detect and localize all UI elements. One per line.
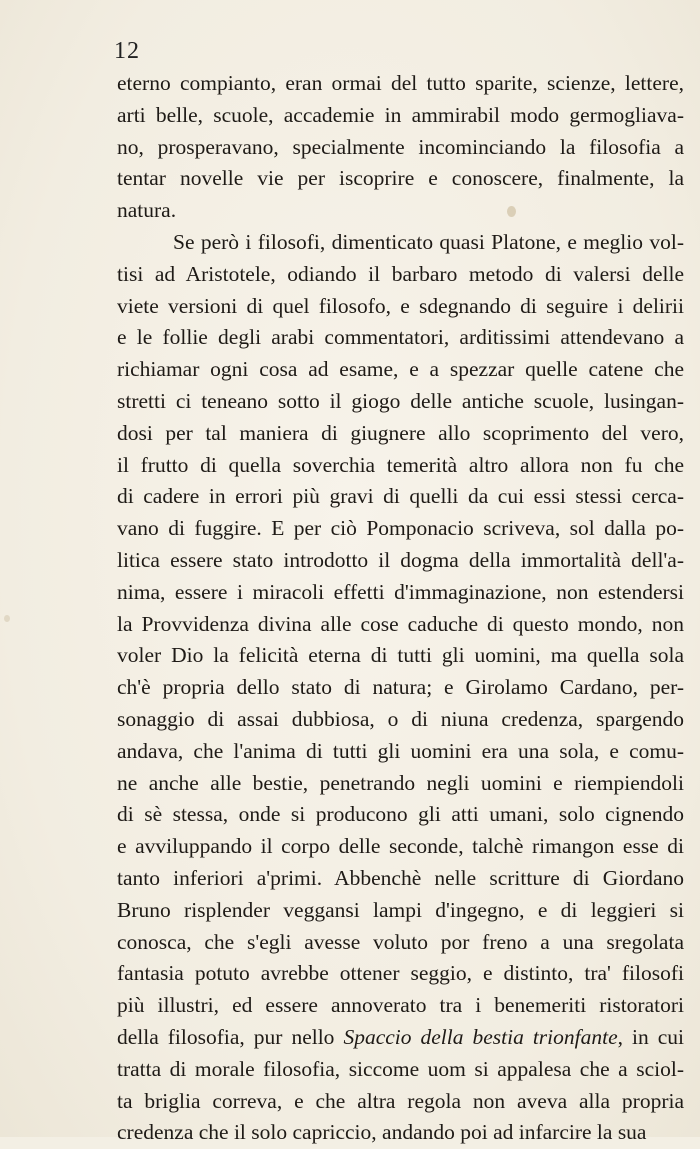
- text-line: viete versioni di quel filosofo, e sdegnando di seguire i delirii: [117, 293, 684, 318]
- text-line: fantasia potuto avrebbe ottener seggio, e distinto, tra' filosofi: [117, 961, 684, 986]
- text-line: andava, che l'anima di tutti gli uomini era una sola, e comu-: [117, 738, 684, 763]
- text-line: più illustri, ed essere annoverato tra i benemeriti ristoratori: [117, 993, 684, 1018]
- text-line: ne anche alle bestie, penetrando negli uomini e riempiendoli: [117, 770, 684, 795]
- text-line: Bruno risplender veggansi lampi d'ingegno, e di leggieri si: [117, 897, 684, 922]
- paper-stain: [4, 615, 10, 622]
- text-line: e avviluppando il corpo delle seconde, talchè rimangon esse di: [117, 834, 684, 859]
- page-number: 12: [114, 38, 140, 64]
- paragraph: [117, 68, 684, 227]
- text-line: ch'è propria dello stato di natura; e Girolamo Cardano, per-: [117, 675, 684, 700]
- text-line: sonaggio di assai dubbiosa, o di niuna credenza, spargendo: [117, 706, 684, 731]
- text-line: eterno compianto, eran ormai del tutto sparite, scienze, lettere,: [117, 71, 684, 95]
- text-line: di cadere in errori più gravi di quelli da cui essi stessi cerca-: [117, 484, 684, 509]
- text-line: tanto inferiori a'primi. Abbenchè nelle scritture di Giordano: [117, 865, 684, 890]
- text-line: nima, essere i miracoli effetti d'immaginazione, non estendersi: [117, 579, 684, 604]
- text-line: tratta di morale filosofia, siccome uom si appalesa che a sciol-: [117, 1056, 684, 1081]
- text-line: tentar novelle vie per iscoprire e conoscere, finalmente, la: [117, 166, 684, 191]
- text-line: richiamar ogni cosa ad esame, e a spezzar quelle catene che: [117, 357, 684, 382]
- text-line: credenza che il solo capriccio, andando poi ad infarcire la sua: [117, 1120, 647, 1145]
- text-line: vano di fuggire. E per ciò Pomponacio scriveva, sol dalla po-: [117, 516, 684, 541]
- body-text: [117, 68, 684, 1149]
- text-line: tisi ad Aristotele, odiando il barbaro metodo di valersi delle: [117, 261, 684, 286]
- text-line: no, prosperavano, specialmente incominciando la filosofia a: [117, 134, 684, 159]
- text-line: conosca, che s'egli avesse voluto por freno a una sregolata: [117, 929, 684, 954]
- text-line: dosi per tal maniera di giugnere allo scoprimento del vero,: [117, 420, 684, 445]
- paper-stain: [507, 206, 516, 217]
- text-line: e le follie degli arabi commentatori, arditissimi attendevano a: [117, 325, 684, 350]
- text-line: natura.: [117, 198, 177, 223]
- text-line: Se però i filosofi, dimenticato quasi Platone, e meglio vol-: [173, 229, 684, 254]
- text-line: la Provvidenza divina alle cose caduche di questo mondo, non: [117, 611, 684, 636]
- book-title-italic: Spaccio della bestia trionfante: [343, 1024, 618, 1049]
- text-line: stretti ci teneano sotto il giogo delle antiche scuole, lusingan-: [117, 388, 684, 413]
- text-line: voler Dio la felicità eterna di tutti gli uomini, ma quella sola: [117, 643, 684, 668]
- text-line: arti belle, scuole, accademie in ammirabil modo germogliava-: [117, 102, 684, 127]
- text-line: della filosofia, pur nello Spaccio della bestia trionfante, in cui: [117, 1024, 684, 1049]
- text-line: ta briglia correva, e che altra regola non aveva alla propria: [117, 1088, 684, 1113]
- text-line: di sè stessa, onde si producono gli atti umani, solo cignendo: [117, 802, 684, 827]
- text-line: litica essere stato introdotto il dogma della immortalità dell'a-: [117, 547, 684, 572]
- text-line: il frutto di quella soverchia temerità altro allora non fu che: [117, 452, 684, 477]
- paragraph: [117, 227, 684, 1149]
